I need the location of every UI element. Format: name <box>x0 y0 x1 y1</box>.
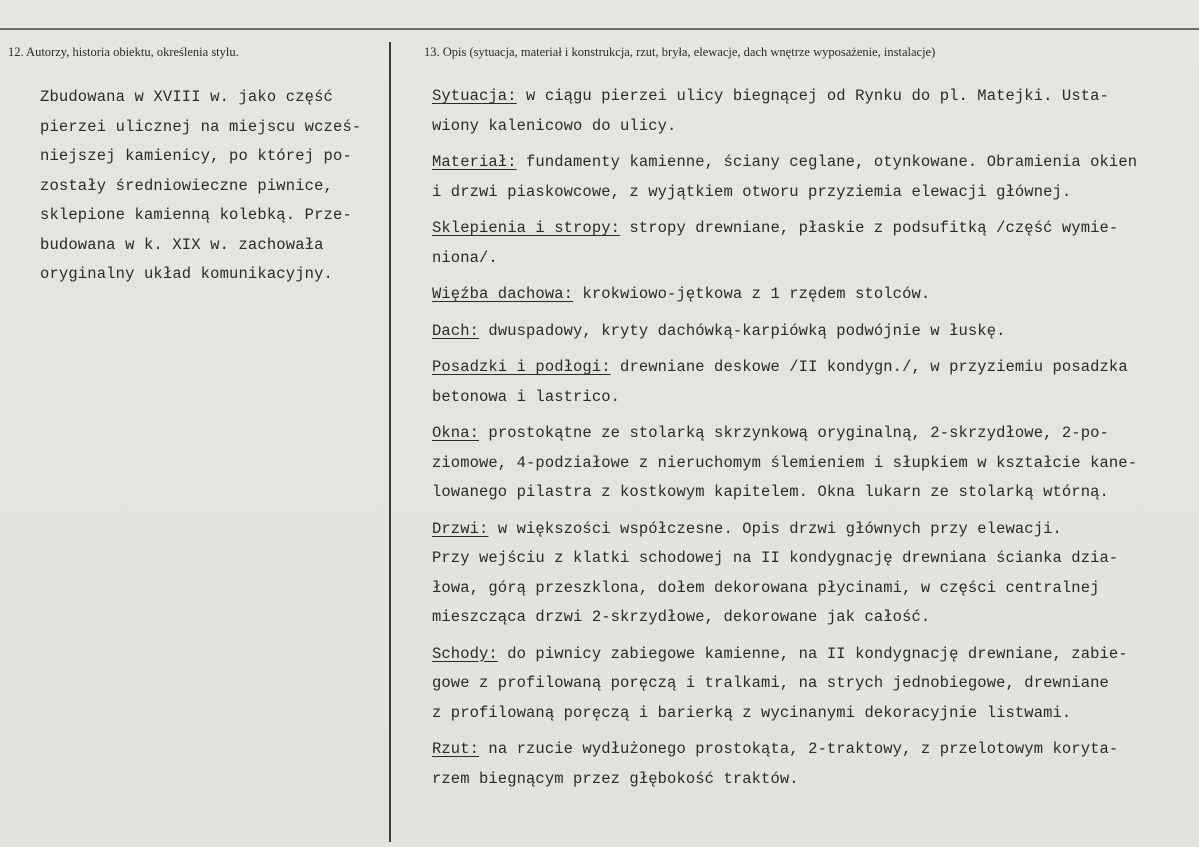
section-line: prostokątne ze stolarką skrzynkową oryginalną, 2-skrzydłowe, 2-po- <box>479 424 1109 442</box>
column-divider <box>389 42 391 842</box>
section-label: Drzwi: <box>432 519 489 538</box>
description-column-title: 13. Opis (sytuacja, materiał i konstrukcja, rzut, bryła, elewacje, dach wnętrze wyposażenie, instalacje) <box>424 45 936 59</box>
section-label: Sytuacja: <box>432 87 517 105</box>
top-rule <box>0 28 1199 30</box>
history-line: Zbudowana w XVIII w. jako część <box>40 88 333 106</box>
section-label: Posadzki i podłogi: <box>432 358 611 376</box>
section-roof <box>432 317 1192 347</box>
section-windows <box>432 419 1192 508</box>
section-roof-truss <box>432 280 1192 310</box>
section-line: w ciągu pierzei ulicy biegnącej od Rynku do pl. Matejki. Usta- <box>516 87 1109 105</box>
section-line: na rzucie wydłużonego prostokąta, 2-traktowy, z przelotowym koryta- <box>479 740 1119 758</box>
history-column-title: 12. Autorzy, historia obiektu, określenia stylu. <box>8 45 239 59</box>
section-label: Sklepienia i stropy: <box>432 219 621 237</box>
section-label: Dach: <box>432 321 480 340</box>
section-line: dwuspadowy, kryty dachówką-karpiówką podwójnie w łuskę. <box>479 321 1006 340</box>
section-line: krokwiowo-jętkowa z 1 rzędem stolców. <box>573 285 931 303</box>
section-line: z profilowaną poręczą i barierką z wycinanymi dekoracyjnie listwami. <box>432 703 1072 722</box>
history-text <box>40 83 385 290</box>
section-label: Więźba dachowa: <box>432 285 574 303</box>
description-text <box>432 82 1192 801</box>
section-floors <box>432 353 1192 412</box>
section-line: rzem biegnącym przez głębokość traktów. <box>432 769 799 788</box>
section-line: fundamenty kamienne, ściany ceglane, otynkowane. Obramienia okien <box>516 153 1138 171</box>
section-vaults-ceilings <box>432 214 1192 273</box>
section-line: Przy wejściu z klatki schodowej na II kondygnację drewniana ścianka dzia- <box>432 549 1119 567</box>
section-label: Materiał: <box>432 153 517 171</box>
section-line: wiony kalenicowo do ulicy. <box>432 116 677 135</box>
section-doors <box>432 515 1192 633</box>
section-line: łowa, górą przeszklona, dołem dekorowana płycinami, w części centralnej <box>432 578 1100 597</box>
section-line: drewniane deskowe /II kondygn./, w przyziemiu posadzka <box>610 358 1128 376</box>
section-line: i drzwi piaskowcowe, z wyjątkiem otworu przyziemia elewacji głównej. <box>432 182 1072 201</box>
history-line: budowana w k. XIX w. zachowała <box>40 235 324 254</box>
section-situation <box>432 82 1192 141</box>
section-line: mieszcząca drzwi 2-skrzydłowe, dekorowane jak całość. <box>432 608 931 626</box>
section-line: betonowa i lastrico. <box>432 387 621 406</box>
section-line: w większości współczesne. Opis drzwi głównych przy elewacji. <box>488 519 1062 538</box>
section-line: gowe z profilowaną poręczą i tralkami, na strych jednobiegowe, drewniane <box>432 674 1109 692</box>
section-line: ziomowe, 4-podziałowe z nieruchomym ślemieniem i słupkiem w kształcie kane- <box>432 453 1138 472</box>
section-line: stropy drewniane, płaskie z podsufitką /część wymie- <box>620 219 1119 237</box>
section-material <box>432 148 1192 207</box>
section-label: Rzut: <box>432 740 480 758</box>
history-line: sklepione kamienną kolebką. Prze- <box>40 206 352 224</box>
section-label: Schody: <box>432 644 498 663</box>
history-line: niejszej kamienicy, po której po- <box>40 147 352 165</box>
history-line: pierzei ulicznej na miejscu wcześ- <box>40 117 362 136</box>
section-line: niona/. <box>432 248 498 267</box>
section-line: do piwnicy zabiegowe kamienne, na II kondygnację drewniane, zabie- <box>497 644 1128 663</box>
section-line: lowanego pilastra z kostkowym kapitelem. Okna lukarn ze stolarką wtórną. <box>432 483 1109 501</box>
section-stairs <box>432 640 1192 729</box>
history-line: oryginalny układ komunikacyjny. <box>40 265 333 283</box>
section-label: Okna: <box>432 424 480 442</box>
section-plan <box>432 735 1192 794</box>
history-line: zostały średniowieczne piwnice, <box>40 176 333 195</box>
